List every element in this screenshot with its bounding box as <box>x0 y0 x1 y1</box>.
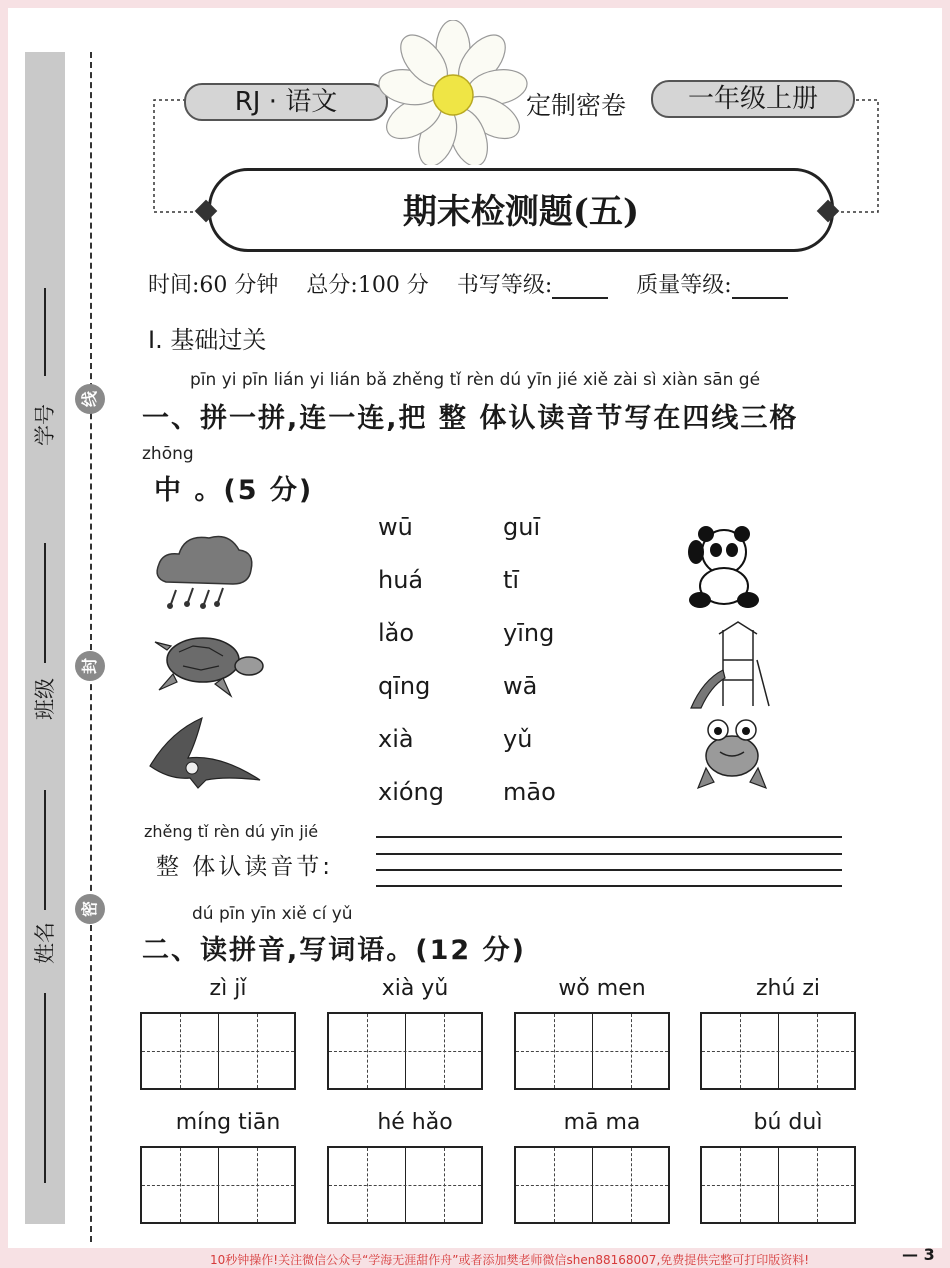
syllable-col2-4[interactable]: yǔ <box>503 725 533 753</box>
writing-grid-6[interactable] <box>514 1146 670 1224</box>
student-id-label: 学号 <box>33 404 57 446</box>
eagle-icon <box>140 714 265 794</box>
daisy-flower-icon <box>378 20 528 165</box>
page-title: 期末检测题(五) <box>402 192 640 232</box>
syllable-col1-3[interactable]: qīng <box>378 672 431 700</box>
word-pinyin-2: wǒ men <box>558 976 646 1001</box>
q1-text-2: 中 。(5 分) <box>154 475 314 506</box>
writing-grid-2[interactable] <box>514 1012 670 1090</box>
syllable-col1-5[interactable]: xióng <box>378 778 444 806</box>
writing-grid-1[interactable] <box>327 1012 483 1090</box>
rain-cloud-icon <box>151 526 261 618</box>
word-pinyin-3: zhú zi <box>755 976 821 1001</box>
time-label: 时间:60 分钟 <box>148 273 279 298</box>
class-blank <box>44 543 46 663</box>
grade-pill: 一年级上册 <box>651 80 855 118</box>
writing-grid-0[interactable] <box>140 1012 296 1090</box>
fold-line <box>90 52 92 1242</box>
word-pinyin-6: mā ma <box>563 1110 641 1135</box>
quality-grade-blank[interactable] <box>732 277 788 299</box>
seal-line: 线 <box>75 384 105 414</box>
exam-page <box>8 8 942 1248</box>
syllable-col1-4[interactable]: xià <box>378 725 414 753</box>
footer-notice: 10秒钟操作!关注微信公众号“学海无涯甜作舟”或者添加樊老师微信shen88168007,免费提供完整可打印版资料! <box>210 1253 810 1267</box>
writing-grade-blank[interactable] <box>552 277 608 299</box>
q2-text: 二、读拼音,写词语。(12 分) <box>142 935 526 966</box>
writing-grid-5[interactable] <box>327 1146 483 1224</box>
section-basic-title: Ⅰ. 基础过关 <box>148 326 267 354</box>
exam-info <box>148 268 788 299</box>
syllable-col2-2[interactable]: yīng <box>503 619 555 647</box>
series-label: 定制密卷 <box>526 91 627 120</box>
writing-line-1[interactable] <box>376 836 842 838</box>
word-pinyin-1: xià yǔ <box>381 976 449 1001</box>
word-pinyin-5: hé hǎo <box>377 1110 453 1135</box>
writing-line-3[interactable] <box>376 869 842 871</box>
frog-icon <box>692 712 772 794</box>
q2-pinyin: dú pīn yīn xiě cí yǔ <box>192 904 353 924</box>
writing-grade-label: 书写等级: <box>456 273 553 298</box>
seal-secret: 密 <box>75 894 105 924</box>
syllable-col2-1[interactable]: tī <box>503 566 520 594</box>
name-blank <box>44 790 46 910</box>
answer-label: 整 体认读音节: <box>156 854 334 880</box>
writing-grid-4[interactable] <box>140 1146 296 1224</box>
panda-icon <box>678 520 768 610</box>
word-pinyin-0: zì jǐ <box>209 976 247 1001</box>
page-number: — 3 <box>902 1245 935 1264</box>
writing-line-2[interactable] <box>376 853 842 855</box>
word-pinyin-7: bú duì <box>753 1110 823 1135</box>
slide-icon <box>683 620 773 712</box>
score-label: 总分:100 分 <box>306 273 429 298</box>
syllable-col1-2[interactable]: lǎo <box>378 619 415 647</box>
writing-grid-7[interactable] <box>700 1146 856 1224</box>
syllable-col1-0[interactable]: wū <box>378 513 413 541</box>
syllable-col1-1[interactable]: huá <box>378 566 424 594</box>
word-pinyin-4: míng tiān <box>175 1110 281 1135</box>
turtle-icon <box>153 630 268 700</box>
subject-pill: RJ · 语文 <box>184 83 388 121</box>
syllable-col2-3[interactable]: wā <box>503 672 538 700</box>
student-id-blank <box>44 288 46 376</box>
name-label: 姓名 <box>33 922 57 964</box>
q1-pinyin-2: zhōng <box>142 444 194 464</box>
q1-pinyin: pīn yi pīn lián yi lián bǎ zhěng tǐ rèn dú yīn jié xiě zài sì xiàn sān gé <box>190 370 761 390</box>
q1-text: 一、拼一拼,连一连,把 整 体认读音节写在四线三格 <box>142 403 799 434</box>
seal-seal: 封 <box>75 651 105 681</box>
name-blank-2 <box>44 993 46 1183</box>
answer-pinyin: zhěng tǐ rèn dú yīn jié <box>144 822 319 841</box>
syllable-col2-0[interactable]: guī <box>503 513 541 541</box>
class-label: 班级 <box>33 678 57 720</box>
syllable-col2-5[interactable]: māo <box>503 778 556 806</box>
writing-grid-3[interactable] <box>700 1012 856 1090</box>
quality-grade-label: 质量等级: <box>636 273 732 298</box>
writing-line-4[interactable] <box>376 885 842 887</box>
